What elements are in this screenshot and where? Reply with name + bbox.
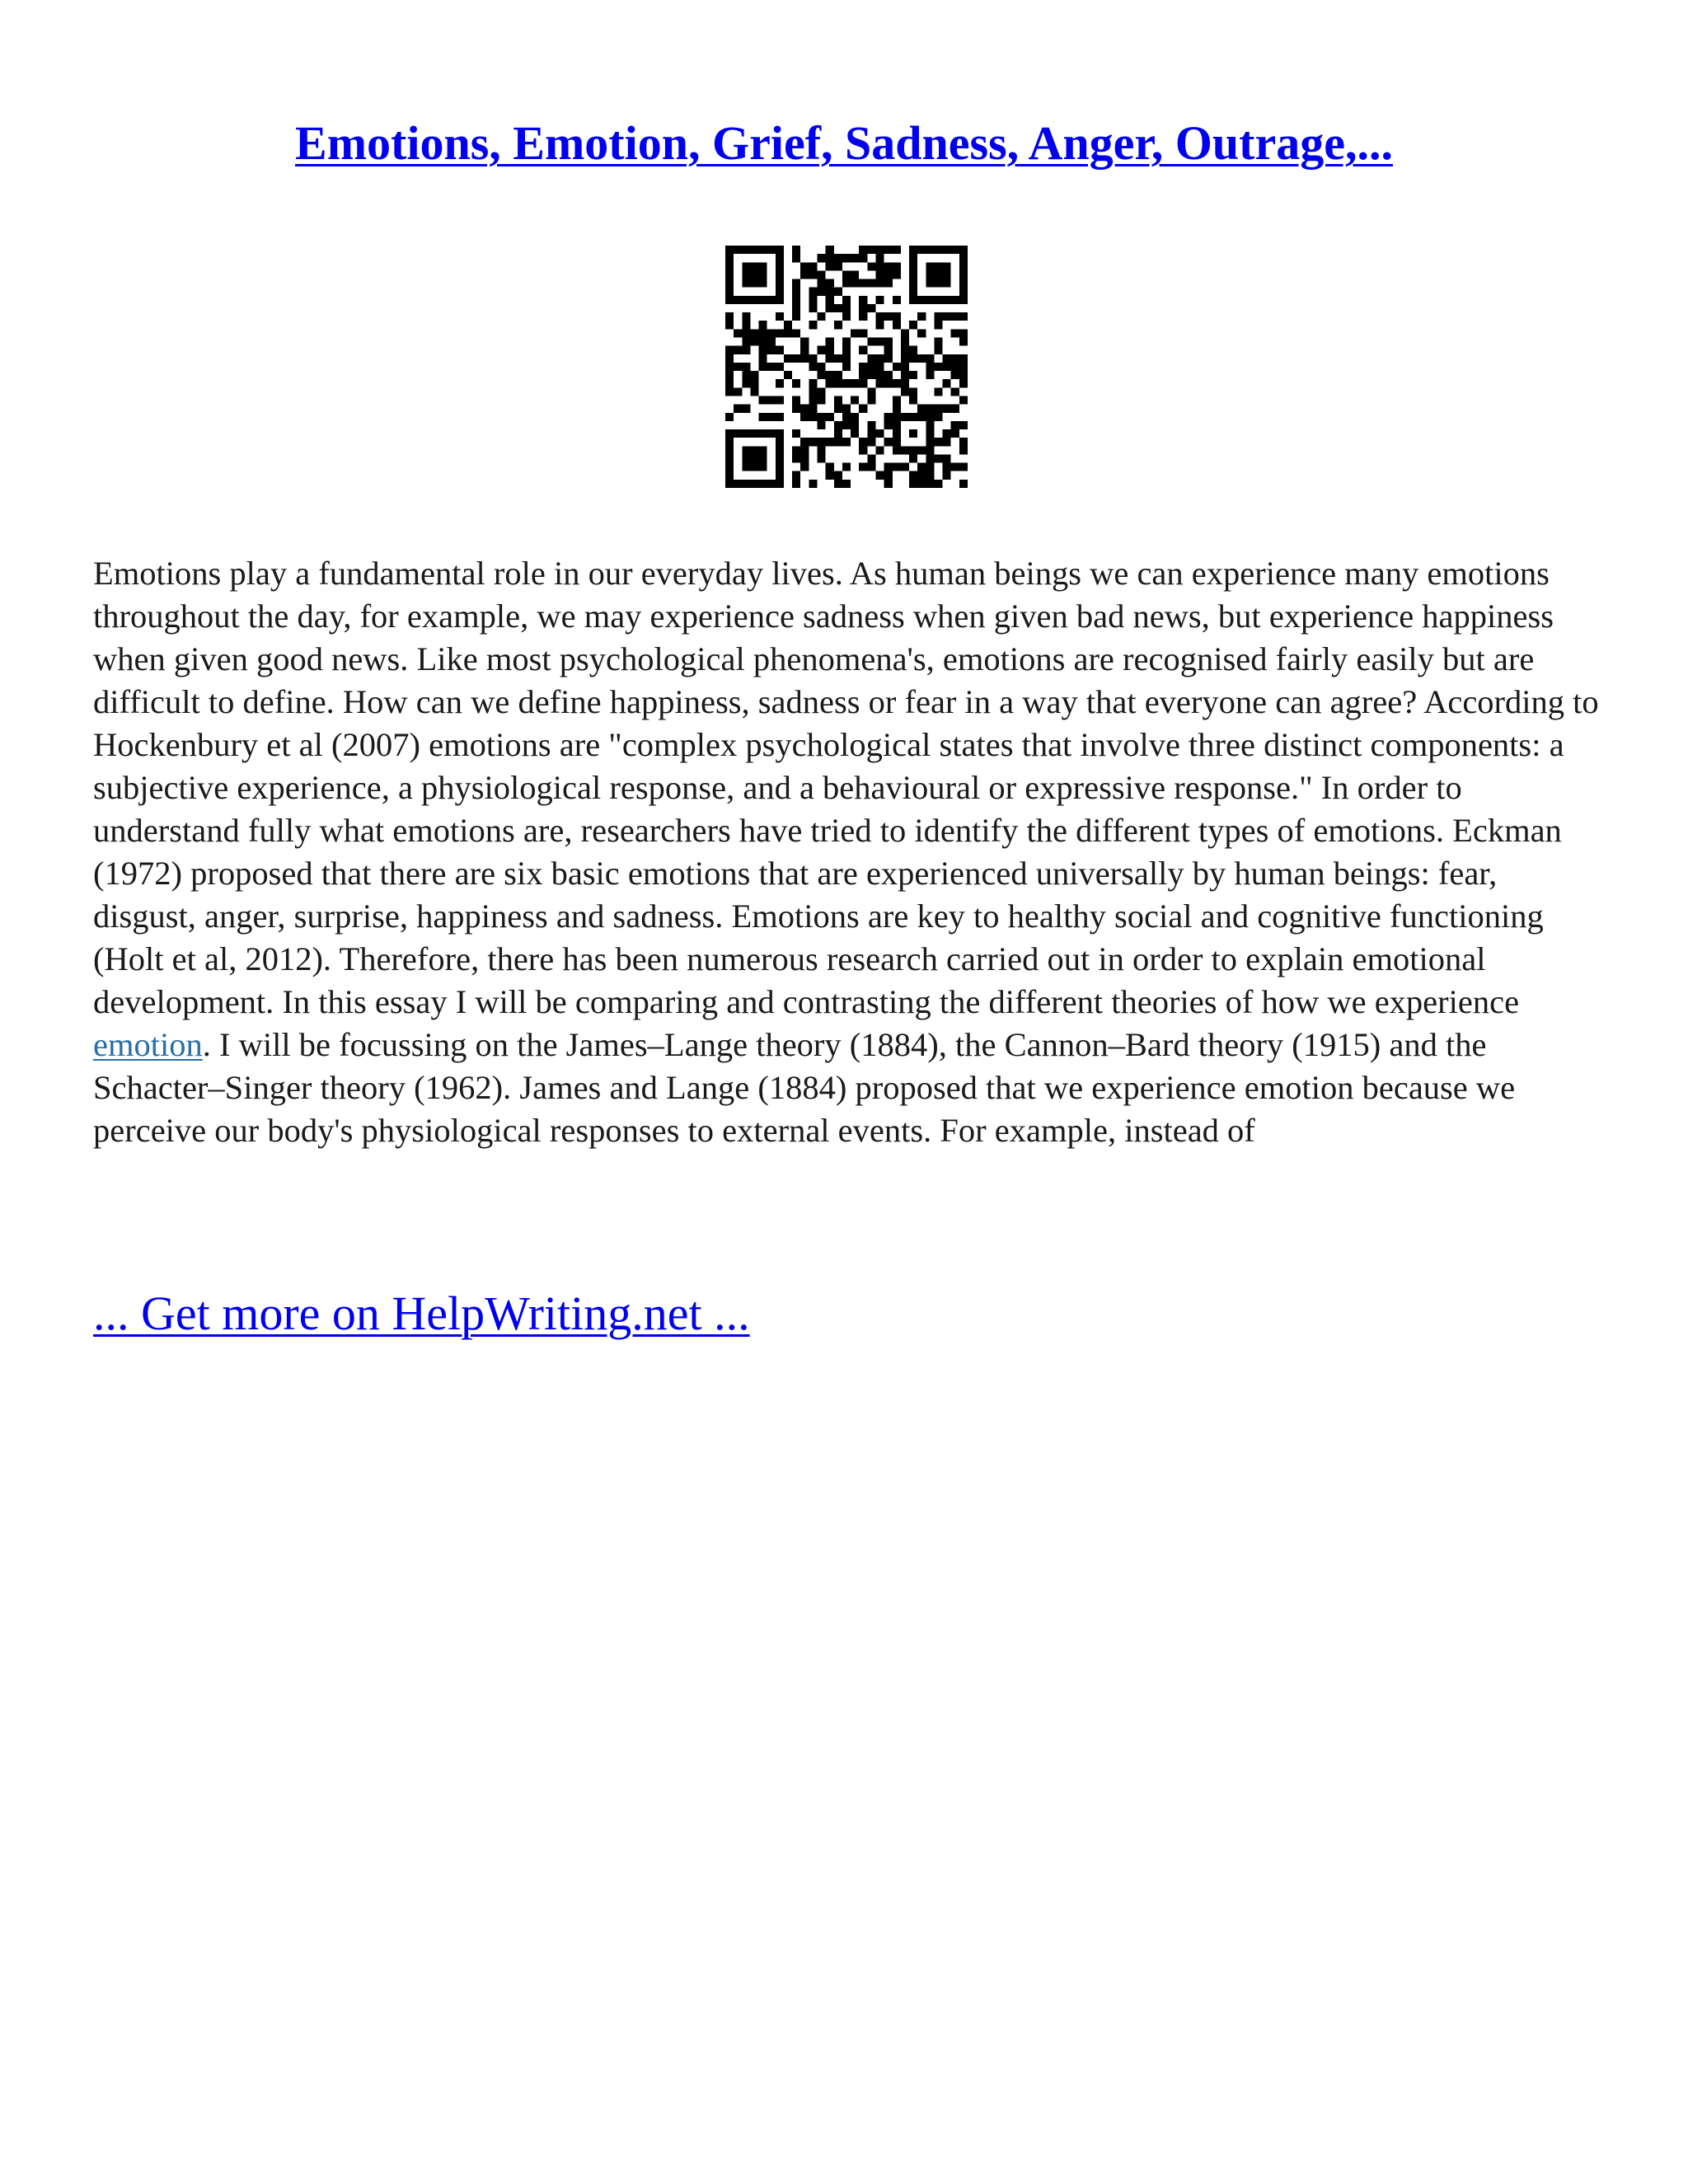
get-more-link[interactable]: ... Get more on HelpWriting.net ... xyxy=(93,1286,750,1340)
more-link-container xyxy=(93,1286,750,1341)
document-title-link[interactable]: Emotions, Emotion, Grief, Sadness, Anger, Outrage,... xyxy=(295,116,1393,170)
emotion-link[interactable]: emotion xyxy=(93,1026,203,1063)
body-text-part-1: Emotions play a fundamental role in our everyday lives. As human beings we can experience many emotions throughout the day, for example, we may experience sadness when given bad news, but experience happiness when given good news. Like most psychological phenomena's, emotions are recognised fairly easily but are difficult to define. How can we define happiness, sadness or fear in a way that everyone can agree? According to Hockenbury et al (2007) emotions are "complex psychological states that involve three distinct components: a subjective experience, a physiological response, and a behavioural or expressive response." In order to understand fully what emotions are, researchers have tried to identify the different types of emotions. Eckman (1972) proposed that there are six basic emotions that are experienced universally by human beings: fear, disgust, anger, surprise, happiness and sadness. Emotions are key to healthy social and cognitive functioning (Holt et al, 2012). Therefore, there has been numerous research carried out in order to explain emotional development. In this essay I will be comparing and contrasting the different theories of how we experience xyxy=(93,555,1599,1020)
body-text-part-2: . I will be focussing on the James–Lange theory (1884), the Cannon–Bard theory (1915) and the Schacter–Singer theory (1962). James and Lange (1884) proposed that we experience emotion because we perceive our body's physiological responses to external events. For example, instead of xyxy=(93,1026,1516,1149)
document-body xyxy=(93,552,1601,1152)
title-container xyxy=(0,115,1688,171)
qr-code-icon xyxy=(725,246,968,488)
